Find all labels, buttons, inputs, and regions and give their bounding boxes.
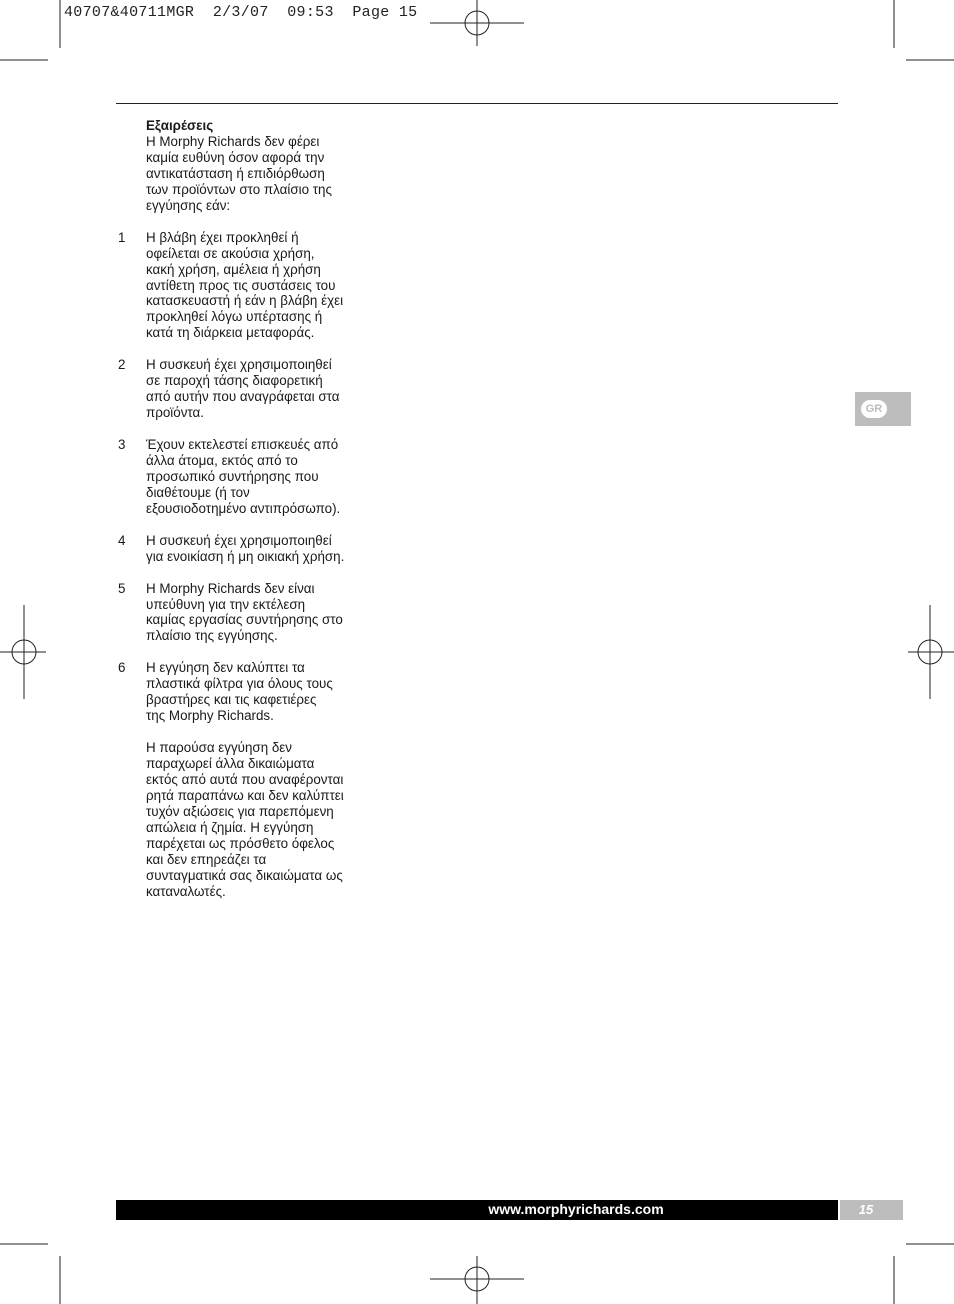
list-item [116, 357, 396, 421]
item-number: 4 [118, 532, 126, 548]
closing-paragraph: Η παρούσα εγγύηση δεν παραχωρεί άλλα δικαιώματα εκτός από αυτά που αναφέρονται ρητά παραπάνω και δεν καλύπτει τυχόν αξιώσεις για παρεπόμενη απώλεια ή ζημία. Η εγγύηση παρέχεται ως πρόσθετο όφελος και δεν επηρεάζει τα συνταγματικά σας δικαιώματα ως καταναλωτές. [146, 740, 344, 899]
item-number: 3 [118, 437, 126, 453]
list-item [116, 581, 396, 645]
list-item [116, 533, 396, 565]
list-item [116, 660, 396, 724]
registration-mark [0, 605, 46, 699]
footer-url: www.morphyrichards.com [488, 1201, 664, 1217]
item-text: Η συσκευή έχει χρησιμοποιηθεί για ενοικίαση ή μη οικιακή χρήση. [146, 532, 345, 564]
list-item [116, 437, 396, 517]
item-number: 6 [118, 660, 126, 676]
item-number: 2 [118, 357, 126, 373]
registration-mark [430, 1256, 524, 1304]
registration-mark [908, 605, 954, 699]
page-number-box [840, 1200, 903, 1220]
intro-paragraph: Η Morphy Richards δεν φέρει καμία ευθύνη όσον αφορά την αντικατάσταση ή επιδιόρθωση των προϊόντων στο πλαίσιο της εγγύησης εάν: [146, 133, 332, 213]
item-text: Η βλάβη έχει προκληθεί ή οφείλεται σε ακούσια χρήση, κακή χρήση, αμέλεια ή χρήση αντίθετη προς τις συστάσεις του κατασκευαστή ή εάν η βλάβη έχει προκληθεί λόγω υπέρτασης ή κατά τη διάρκεια μεταφοράς. [146, 229, 344, 341]
item-number: 5 [118, 580, 126, 596]
item-text: Η εγγύηση δεν καλύπτει τα πλαστικά φίλτρα για όλους τους βραστήρες και τις καφετιέρες της Morphy Richards. [146, 660, 333, 724]
header-rule [116, 103, 838, 104]
item-text: Έχουν εκτελεστεί επισκευές από άλλα άτομα, εκτός από το προσωπικό συντήρησης που διαθέτουμε (ή τον εξουσιοδοτημένο αντιπρόσωπο). [146, 437, 341, 516]
list-item [116, 230, 396, 342]
print-slug: 40707&40711MGR 2/3/07 09:53 Page 15 [64, 4, 418, 21]
language-tab [855, 392, 911, 426]
exclusions-section [116, 118, 396, 900]
registration-mark [430, 0, 524, 46]
section-heading: Εξαιρέσεις [146, 118, 214, 133]
item-text: Η συσκευή έχει χρησιμοποιηθεί σε παροχή τάσης διαφορετική από αυτήν που αναγράφεται στα προϊόντα. [146, 357, 340, 421]
item-text: Η Morphy Richards δεν είναι υπεύθυνη για την εκτέλεση καμίας εργασίας συντήρησης στο πλαίσιο της εγγύησης. [146, 580, 343, 644]
page-number: 15 [858, 1202, 874, 1217]
language-badge: GR [861, 400, 887, 418]
item-number: 1 [118, 229, 126, 245]
footer-bar [116, 1200, 838, 1220]
